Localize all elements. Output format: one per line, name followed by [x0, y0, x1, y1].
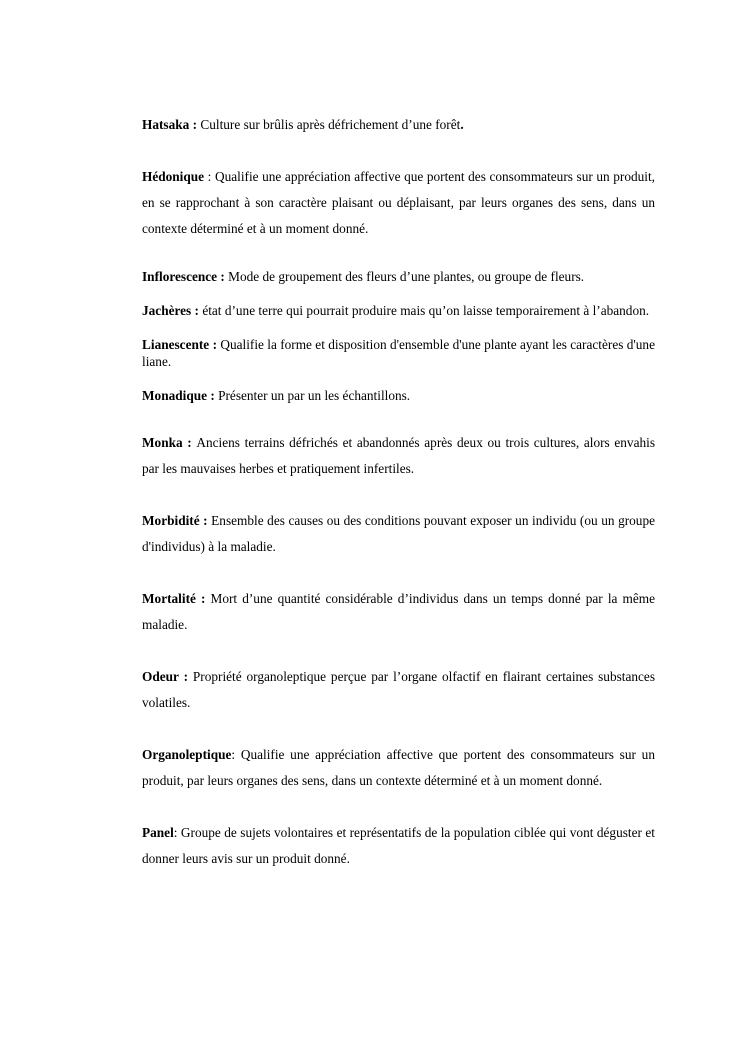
glossary-term: Hatsaka [142, 117, 190, 132]
glossary-term: Morbidité [142, 513, 200, 528]
glossary-definition: Ensemble des causes ou des conditions pouvant exposer un individu (ou un groupe d'individus) à la maladie. [142, 513, 655, 554]
glossary-entry [142, 430, 655, 482]
glossary-term: Mortalité [142, 591, 196, 606]
glossary-term: Panel [142, 825, 174, 840]
term-separator: : [178, 669, 193, 684]
glossary-entry [142, 820, 655, 872]
glossary-definition: Anciens terrains défrichés et abandonnés après deux ou trois cultures, alors envahis par les mauvaises herbes et pratiquement infertiles. [142, 435, 655, 476]
term-separator: : [217, 269, 229, 284]
glossary-term: Lianescente [142, 337, 210, 352]
glossary-entry [142, 586, 655, 638]
glossary-definition: Qualifie la forme et disposition d'ensemble d'une plante ayant les caractères d'une liane. [142, 337, 655, 369]
term-separator: : [189, 117, 201, 132]
glossary-definition: Mode de groupement des fleurs d’une plantes, ou groupe de fleurs. [228, 269, 585, 284]
glossary-list [142, 112, 655, 872]
glossary-entry [142, 508, 655, 560]
glossary-term: Jachères [142, 303, 192, 318]
glossary-entry [142, 164, 655, 242]
glossary-term: Inflorescence [142, 269, 218, 284]
glossary-entry [142, 387, 655, 404]
term-separator: : [191, 303, 203, 318]
term-separator: : [182, 435, 197, 450]
glossary-entry [142, 268, 655, 285]
term-separator: : [204, 169, 215, 184]
term-separator: : [209, 337, 221, 352]
definition-period: . [460, 117, 464, 132]
term-separator: : [195, 591, 211, 606]
glossary-definition: Culture sur brûlis après défrichement d’une forêt [200, 117, 461, 132]
glossary-entry [142, 742, 655, 794]
glossary-term: Monka [142, 435, 183, 450]
term-separator: : [231, 747, 241, 762]
glossary-term: Odeur [142, 669, 179, 684]
glossary-definition: état d’une terre qui pourrait produire mais qu’on laisse temporairement à l’abandon. [202, 303, 650, 318]
glossary-term: Monadique [142, 388, 208, 403]
term-separator: : [207, 388, 219, 403]
glossary-definition: Propriété organoleptique perçue par l’organe olfactif en flairant certaines substances volatiles. [142, 669, 656, 710]
glossary-entry [142, 112, 655, 138]
glossary-definition: Présenter un par un les échantillons. [218, 388, 411, 403]
glossary-term: Hédonique [142, 169, 205, 184]
glossary-definition: Qualifie une appréciation affective que portent des consommateurs sur un produit, par leurs organes des sens, dans un contexte déterminé et à un moment donné. [142, 747, 655, 788]
glossary-definition: Mort d’une quantité considérable d’individus dans un temps donné par la même maladie. [142, 591, 656, 632]
glossary-entry [142, 336, 655, 370]
term-separator: : [173, 825, 181, 840]
glossary-entry [142, 664, 655, 716]
glossary-definition: Qualifie une appréciation affective que portent des consommateurs sur un produit, en se rapprochant à son caractère plaisant ou déplaisant, par leurs organes des sens, dans un contexte déterminé et à un moment donné. [142, 169, 655, 236]
glossary-definition: Groupe de sujets volontaires et représentatifs de la population ciblée qui vont déguster et donner leurs avis sur un produit donné. [142, 825, 655, 866]
term-separator: : [199, 513, 212, 528]
glossary-entry [142, 302, 655, 319]
glossary-term: Organoleptique [142, 747, 232, 762]
